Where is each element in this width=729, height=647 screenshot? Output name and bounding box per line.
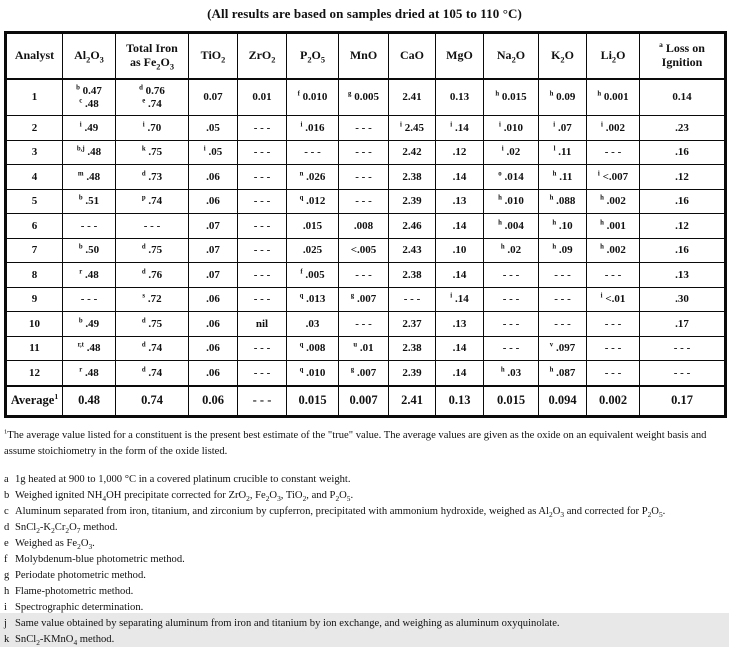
table-cell: $^h$ .10 bbox=[539, 214, 587, 239]
footnote-text: Aluminum separated from iron, titanium, and zirconium by cupferron, precipitated with ammonium hydroxide, weighed as $Al_2O_3$ and corrected for $P_2O_5$. bbox=[15, 506, 666, 520]
table-cell: - - - bbox=[587, 140, 640, 165]
table-cell: 0.002 bbox=[587, 386, 640, 417]
column-header: TiO$_2$ bbox=[189, 33, 238, 80]
table-row bbox=[6, 214, 726, 239]
table-cell: $^i$ .05 bbox=[189, 140, 238, 165]
table-cell: $^r$ .48 bbox=[63, 361, 116, 386]
column-header: Total Iron as $Fe_2O_3$ bbox=[116, 33, 189, 80]
table-cell: $^g$ .007 bbox=[339, 287, 389, 312]
table-cell: $^q$ .013 bbox=[287, 287, 339, 312]
column-header: $K_2O$ bbox=[539, 33, 587, 80]
table-header bbox=[6, 33, 726, 80]
table-cell: .13 bbox=[436, 312, 484, 337]
table-cell: $^q$ .008 bbox=[287, 336, 339, 361]
footnote-item bbox=[4, 619, 725, 630]
footnote-text: Molybdenum-blue photometric method. bbox=[15, 554, 185, 566]
table-cell: 2.46 bbox=[389, 214, 436, 239]
table-cell: $^d$ .74 bbox=[116, 336, 189, 361]
table-cell: - - - bbox=[484, 336, 539, 361]
footnote-item bbox=[4, 587, 725, 598]
results-table bbox=[4, 31, 727, 418]
table-cell: .10 bbox=[436, 238, 484, 263]
table-cell: 10 bbox=[6, 312, 63, 337]
table-cell: .06 bbox=[189, 165, 238, 190]
table-cell: .03 bbox=[287, 312, 339, 337]
table-cell: 9 bbox=[6, 287, 63, 312]
table-row bbox=[6, 312, 726, 337]
table-cell: $^{r,t}$ .48 bbox=[63, 336, 116, 361]
footnote-marker: c bbox=[4, 506, 9, 518]
column-header: $Na_2O$ bbox=[484, 33, 539, 80]
table-cell: - - - bbox=[587, 336, 640, 361]
table-cell: .06 bbox=[189, 287, 238, 312]
table-cell: 0.015 bbox=[484, 386, 539, 417]
table-cell: $^d$ .76 bbox=[116, 263, 189, 288]
table-cell: .23 bbox=[640, 116, 726, 141]
footnote-list bbox=[4, 475, 725, 645]
footnote-item bbox=[4, 523, 725, 534]
table-cell: $^h$ 0.015 bbox=[484, 79, 539, 116]
table-cell: $^s$ .72 bbox=[116, 287, 189, 312]
table-cell: $^m$ .48 bbox=[63, 165, 116, 190]
table-cell: $^b$ .50 bbox=[63, 238, 116, 263]
table-cell: 11 bbox=[6, 336, 63, 361]
table-cell: $^h$ .002 bbox=[587, 189, 640, 214]
table-cell: $^h$ .09 bbox=[539, 238, 587, 263]
table-cell: $^b$ .49 bbox=[63, 312, 116, 337]
table-cell: $^h$ .001 bbox=[587, 214, 640, 239]
table-cell: - - - bbox=[587, 361, 640, 386]
footnote-item bbox=[4, 555, 725, 566]
table-cell: $^h$ 0.09 bbox=[539, 79, 587, 116]
footnote-marker: f bbox=[4, 554, 8, 566]
table-cell: 0.01 bbox=[238, 79, 287, 116]
table-cell: - - - bbox=[339, 189, 389, 214]
table-cell: $^h$ .088 bbox=[539, 189, 587, 214]
table-cell: Average$^1$ bbox=[6, 386, 63, 417]
table-cell: $^i$ .49 bbox=[63, 116, 116, 141]
table-cell: $^n$ .026 bbox=[287, 165, 339, 190]
table-cell: - - - bbox=[484, 312, 539, 337]
footnote-text: 1g heated at 900 to 1,000 °C in a covered platinum crucible to constant weight. bbox=[15, 474, 351, 486]
table-cell: 0.17 bbox=[640, 386, 726, 417]
table-cell: 0.14 bbox=[640, 79, 726, 116]
table-cell: .14 bbox=[436, 165, 484, 190]
table-cell: - - - bbox=[238, 263, 287, 288]
table-cell: - - - bbox=[539, 312, 587, 337]
table-cell: $^g$ .007 bbox=[339, 361, 389, 386]
table-cell: $^d$ .75 bbox=[116, 312, 189, 337]
table-cell: - - - bbox=[116, 214, 189, 239]
table-cell: - - - bbox=[389, 287, 436, 312]
table-cell: 0.06 bbox=[189, 386, 238, 417]
table-cell: 0.015 bbox=[287, 386, 339, 417]
table-cell: 4 bbox=[6, 165, 63, 190]
table-cell: .025 bbox=[287, 238, 339, 263]
table-cell: - - - bbox=[339, 312, 389, 337]
footnote-marker: k bbox=[4, 634, 10, 646]
table-body bbox=[6, 79, 726, 416]
footnote-text: $SnCl_2-K_2Cr_2O_7$ method. bbox=[15, 522, 118, 536]
table-cell: $^k$ .75 bbox=[116, 140, 189, 165]
table-cell: .30 bbox=[640, 287, 726, 312]
column-header: MnO bbox=[339, 33, 389, 80]
table-cell: $^u$ .01 bbox=[339, 336, 389, 361]
table-cell: - - - bbox=[238, 116, 287, 141]
table-cell: - - - bbox=[640, 336, 726, 361]
table-cell: .06 bbox=[189, 189, 238, 214]
table-cell: - - - bbox=[539, 263, 587, 288]
table-cell: $^i$ 2.45 bbox=[389, 116, 436, 141]
table-row bbox=[6, 79, 726, 116]
table-cell: 0.13 bbox=[436, 79, 484, 116]
footnote-marker: j bbox=[4, 618, 7, 630]
table-cell: $^p$ .74 bbox=[116, 189, 189, 214]
table-caption: (All results are based on samples dried at 105 to 110 °C) bbox=[207, 6, 522, 21]
table-cell: 3 bbox=[6, 140, 63, 165]
footnote-text: Periodate photometric method. bbox=[15, 570, 146, 582]
column-header: $P_2O_5$ bbox=[287, 33, 339, 80]
table-cell: 2.39 bbox=[389, 361, 436, 386]
table-cell: - - - bbox=[238, 140, 287, 165]
table-row bbox=[6, 287, 726, 312]
table-cell: 6 bbox=[6, 214, 63, 239]
table-cell: 0.07 bbox=[189, 79, 238, 116]
table-row bbox=[6, 165, 726, 190]
column-header: ZrO$_2$ bbox=[238, 33, 287, 80]
table-cell: .14 bbox=[436, 336, 484, 361]
table-cell: $^h$ 0.001 bbox=[587, 79, 640, 116]
table-cell: 2.38 bbox=[389, 263, 436, 288]
footnote-text: Weighed as $Fe_2O_3$. bbox=[15, 538, 95, 552]
table-cell: $^g$ 0.005 bbox=[339, 79, 389, 116]
table-cell: .16 bbox=[640, 189, 726, 214]
table-cell: $^r$ .48 bbox=[63, 263, 116, 288]
table-cell: - - - bbox=[587, 312, 640, 337]
table-cell: $^l$ .11 bbox=[539, 140, 587, 165]
table-cell: 2.38 bbox=[389, 336, 436, 361]
table-cell: $^h$ .010 bbox=[484, 189, 539, 214]
header-row bbox=[6, 33, 726, 80]
table-cell: 2 bbox=[6, 116, 63, 141]
table-cell: $^h$ .087 bbox=[539, 361, 587, 386]
table-cell: - - - bbox=[238, 214, 287, 239]
table-row bbox=[6, 361, 726, 386]
table-cell: - - - bbox=[339, 116, 389, 141]
table-cell: $^f$ 0.010 bbox=[287, 79, 339, 116]
table-cell: 2.39 bbox=[389, 189, 436, 214]
table-cell: $^h$ .11 bbox=[539, 165, 587, 190]
column-header: $Al_2O_3$ bbox=[63, 33, 116, 80]
footnote-item bbox=[4, 635, 725, 646]
table-cell: .06 bbox=[189, 312, 238, 337]
column-header: Analyst bbox=[6, 33, 63, 80]
footnote-marker: a bbox=[4, 474, 9, 486]
table-cell: - - - bbox=[539, 287, 587, 312]
table-cell: - - - bbox=[640, 361, 726, 386]
table-cell: 5 bbox=[6, 189, 63, 214]
table-cell: .06 bbox=[189, 361, 238, 386]
table-cell: 1 bbox=[6, 79, 63, 116]
table-cell: - - - bbox=[238, 336, 287, 361]
table-cell: - - - bbox=[587, 263, 640, 288]
table-cell: .17 bbox=[640, 312, 726, 337]
footnote-item bbox=[4, 491, 725, 502]
table-cell: .07 bbox=[189, 214, 238, 239]
table-cell: - - - bbox=[484, 263, 539, 288]
table-cell: $^d$ 0.76 $^e$ .74 bbox=[116, 79, 189, 116]
footnote-item bbox=[4, 475, 725, 486]
table-cell: $^d$ .73 bbox=[116, 165, 189, 190]
table-cell: $^d$ .75 bbox=[116, 238, 189, 263]
table-cell: 2.37 bbox=[389, 312, 436, 337]
table-cell: - - - bbox=[238, 386, 287, 417]
table-cell: $^i$ .010 bbox=[484, 116, 539, 141]
footnote-item bbox=[4, 603, 725, 614]
table-cell: $^h$ .02 bbox=[484, 238, 539, 263]
table-cell: .008 bbox=[339, 214, 389, 239]
table-row bbox=[6, 336, 726, 361]
table-cell: $^q$ .012 bbox=[287, 189, 339, 214]
table-row bbox=[6, 189, 726, 214]
table-cell: $^i$ .07 bbox=[539, 116, 587, 141]
footnote-text: Weighed ignited $NH_4OH$ precipitate corrected for ZrO$_2$, $Fe_2O_3$, TiO$_2$, and $P_2O_5$. bbox=[15, 490, 354, 504]
table-cell: - - - bbox=[238, 189, 287, 214]
table-cell: .13 bbox=[640, 263, 726, 288]
table-cell: 2.42 bbox=[389, 140, 436, 165]
table-cell: 0.74 bbox=[116, 386, 189, 417]
footnote-marker: b bbox=[4, 490, 10, 502]
table-cell: $^h$ .004 bbox=[484, 214, 539, 239]
table-cell: $^d$ .74 bbox=[116, 361, 189, 386]
table-row bbox=[6, 263, 726, 288]
table-cell: .05 bbox=[189, 116, 238, 141]
table-row bbox=[6, 140, 726, 165]
table-cell: 0.094 bbox=[539, 386, 587, 417]
table-cell: 2.41 bbox=[389, 79, 436, 116]
table-cell: .07 bbox=[189, 238, 238, 263]
table-cell: $^i$ <.01 bbox=[587, 287, 640, 312]
table-cell: 2.38 bbox=[389, 165, 436, 190]
table-cell: .06 bbox=[189, 336, 238, 361]
table-row bbox=[6, 238, 726, 263]
table-cell: - - - bbox=[287, 140, 339, 165]
footnote-marker: d bbox=[4, 522, 10, 534]
table-cell: 0.48 bbox=[63, 386, 116, 417]
table-cell: $^h$ .002 bbox=[587, 238, 640, 263]
table-cell: - - - bbox=[238, 287, 287, 312]
table-cell: $^i$ .70 bbox=[116, 116, 189, 141]
table-cell: - - - bbox=[63, 214, 116, 239]
footnote-text: SnCl$_2$-KMnO$_4$ method. bbox=[15, 634, 115, 647]
column-header: CaO bbox=[389, 33, 436, 80]
table-cell: .14 bbox=[436, 214, 484, 239]
table-cell: - - - bbox=[339, 165, 389, 190]
footnote-text: Same value obtained by separating aluminum from iron and titanium by ion exchange, and weighing as aluminum oxyquinolate. bbox=[15, 618, 560, 630]
average-row bbox=[6, 386, 726, 417]
table-cell: $^f$ .005 bbox=[287, 263, 339, 288]
column-header: $Li_2O$ bbox=[587, 33, 640, 80]
footnote-item bbox=[4, 571, 725, 582]
column-header: MgO bbox=[436, 33, 484, 80]
footnote-marker: i bbox=[4, 602, 7, 614]
table-cell: $^i$ .14 bbox=[436, 287, 484, 312]
table-cell: <.005 bbox=[339, 238, 389, 263]
table-cell: - - - bbox=[238, 165, 287, 190]
table-cell: $^b$ 0.47 $^c$ .48 bbox=[63, 79, 116, 116]
table-cell: - - - bbox=[339, 263, 389, 288]
table-cell: .13 bbox=[436, 189, 484, 214]
footnote-marker: g bbox=[4, 570, 10, 582]
footnote-marker: h bbox=[4, 586, 10, 598]
table-cell: $^i$ .016 bbox=[287, 116, 339, 141]
table-cell: $^b$ .51 bbox=[63, 189, 116, 214]
table-cell: .12 bbox=[640, 214, 726, 239]
table-cell: $^q$ .010 bbox=[287, 361, 339, 386]
table-cell: .14 bbox=[436, 361, 484, 386]
table-cell: $^i$ .14 bbox=[436, 116, 484, 141]
footnote-marker: e bbox=[4, 538, 9, 550]
table-cell: .015 bbox=[287, 214, 339, 239]
table-cell: - - - bbox=[484, 287, 539, 312]
table-cell: - - - bbox=[238, 361, 287, 386]
table-cell: $^v$ .097 bbox=[539, 336, 587, 361]
footnote-text: Flame-photometric method. bbox=[15, 586, 134, 598]
table-cell: 8 bbox=[6, 263, 63, 288]
table-cell: 0.007 bbox=[339, 386, 389, 417]
footnote-item bbox=[4, 507, 725, 518]
table-cell: $^h$ .03 bbox=[484, 361, 539, 386]
table-cell: nil bbox=[238, 312, 287, 337]
footnote-item bbox=[4, 539, 725, 550]
footnote-text: Spectrographic determination. bbox=[15, 602, 144, 614]
table-cell: $^i$ .02 bbox=[484, 140, 539, 165]
table-cell: .12 bbox=[436, 140, 484, 165]
table-cell: 2.43 bbox=[389, 238, 436, 263]
footnote-average: $^1$The average value listed for a constituent is the present best estimate of the "true" value. The average values are given as the oxide on an equivalent weight basis and assume stoichiometry in the form of the oxide listed. bbox=[4, 427, 707, 458]
table-cell: .16 bbox=[640, 238, 726, 263]
table-cell: .07 bbox=[189, 263, 238, 288]
column-header: $^a$ Loss on Ignition bbox=[640, 33, 726, 80]
table-cell: $^i$ <.007 bbox=[587, 165, 640, 190]
table-cell: 12 bbox=[6, 361, 63, 386]
table-cell: 2.41 bbox=[389, 386, 436, 417]
table-cell: - - - bbox=[339, 140, 389, 165]
table-cell: $^o$ .014 bbox=[484, 165, 539, 190]
table-cell: .12 bbox=[640, 165, 726, 190]
table-cell: - - - bbox=[63, 287, 116, 312]
table-cell: - - - bbox=[238, 238, 287, 263]
table-cell: $^{b,j}$ .48 bbox=[63, 140, 116, 165]
table-cell: 0.13 bbox=[436, 386, 484, 417]
table-cell: 7 bbox=[6, 238, 63, 263]
table-cell: $^i$ .002 bbox=[587, 116, 640, 141]
table-row bbox=[6, 116, 726, 141]
table-cell: .14 bbox=[436, 263, 484, 288]
table-cell: .16 bbox=[640, 140, 726, 165]
